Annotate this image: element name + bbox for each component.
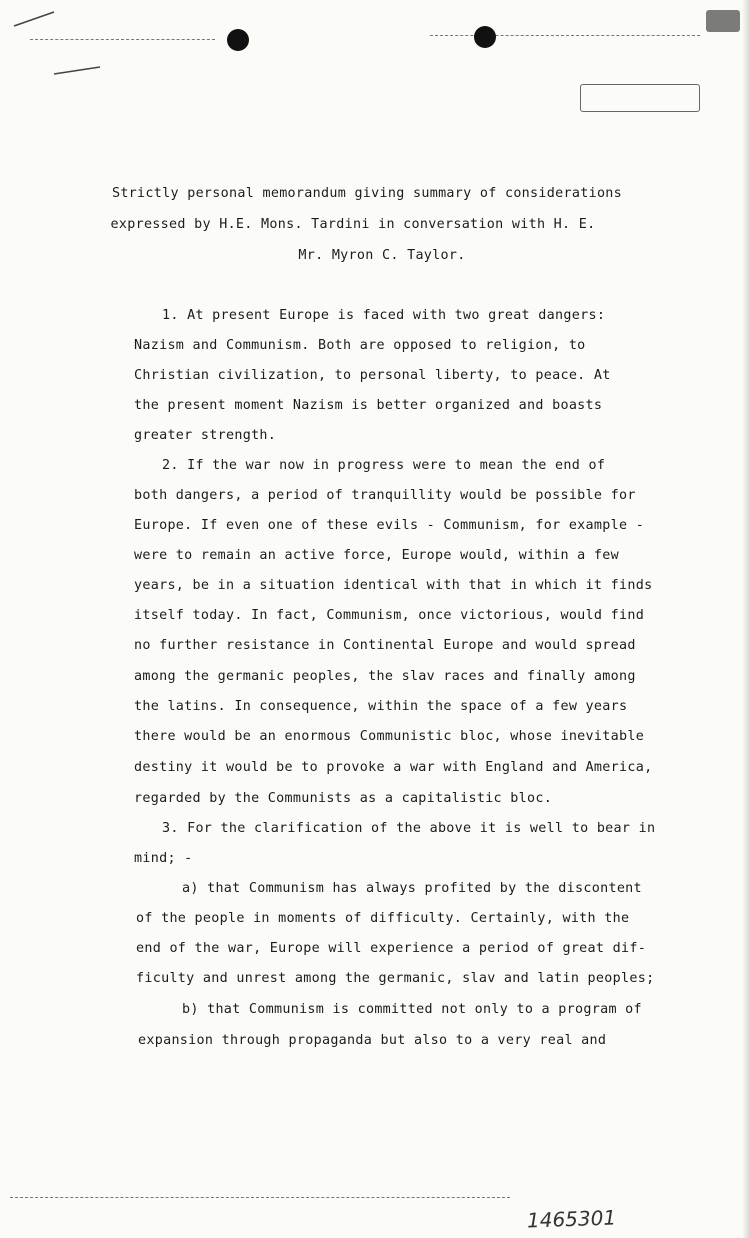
- punch-hole-right: [474, 26, 496, 48]
- page-edge-shadow: [742, 0, 750, 1238]
- para2-line: regarded by the Communists as a capitalistic bloc.: [134, 791, 553, 806]
- para3-line: 3. For the clarification of the above it is well to bear in: [162, 821, 656, 836]
- para1-line: the present moment Nazism is better organized and boasts: [134, 398, 603, 413]
- pen-mark-top-left: [10, 8, 60, 30]
- para2-line: were to remain an active force, Europe would, within a few: [134, 548, 619, 563]
- para2-line: itself today. In fact, Communism, once victorious, would find: [134, 608, 645, 623]
- para2-line: no further resistance in Continental Europe and would spread: [134, 638, 636, 653]
- bottom-edge-dashes: [10, 1197, 510, 1198]
- para2-line: Europe. If even one of these evils - Communism, for example -: [134, 518, 645, 533]
- item-b-line: expansion through propaganda but also to a very real and: [138, 1033, 607, 1048]
- para2-line: destiny it would be to provoke a war with England and America,: [134, 760, 653, 775]
- para2-line: years, be in a situation identical with that in which it finds: [134, 578, 653, 593]
- para2-line: among the germanic peoples, the slav races and finally among: [134, 669, 636, 684]
- item-a-line: of the people in moments of difficulty. Certainly, with the: [136, 911, 630, 926]
- para1-line: Nazism and Communism. Both are opposed to religion, to: [134, 338, 586, 353]
- para1-line: 1. At present Europe is faced with two great dangers:: [162, 308, 606, 323]
- memo-title-line-2: expressed by H.E. Mons. Tardini in conversation with H. E.: [110, 217, 596, 232]
- top-edge-dashes-right: [430, 35, 700, 36]
- para2-line: there would be an enormous Communistic bloc, whose inevitable: [134, 729, 645, 744]
- corner-tab-mark: [706, 10, 740, 32]
- pen-mark-left: [52, 62, 104, 78]
- para1-line: greater strength.: [134, 428, 277, 443]
- handwritten-archive-number: 1465301: [526, 1205, 617, 1233]
- para3-line: mind; -: [134, 851, 193, 866]
- memo-title-line-3: Mr. Myron C. Taylor.: [298, 248, 466, 263]
- top-edge-dashes: [30, 39, 215, 40]
- para2-line: both dangers, a period of tranquillity would be possible for: [134, 488, 636, 503]
- item-b-line: b) that Communism is committed not only to a program of: [182, 1002, 642, 1017]
- item-a-line: ficulty and unrest among the germanic, slav and latin peoples;: [136, 971, 655, 986]
- punch-hole-left: [227, 29, 249, 51]
- para2-line: 2. If the war now in progress were to mean the end of: [162, 458, 606, 473]
- item-a-line: end of the war, Europe will experience a period of great dif-: [136, 941, 647, 956]
- classification-stamp: [580, 84, 700, 112]
- para1-line: Christian civilization, to personal liberty, to peace. At: [134, 368, 611, 383]
- para2-line: the latins. In consequence, within the space of a few years: [134, 699, 628, 714]
- memo-title-line-1: Strictly personal memorandum giving summary of considerations: [111, 186, 623, 201]
- item-a-line: a) that Communism has always profited by the discontent: [182, 881, 642, 896]
